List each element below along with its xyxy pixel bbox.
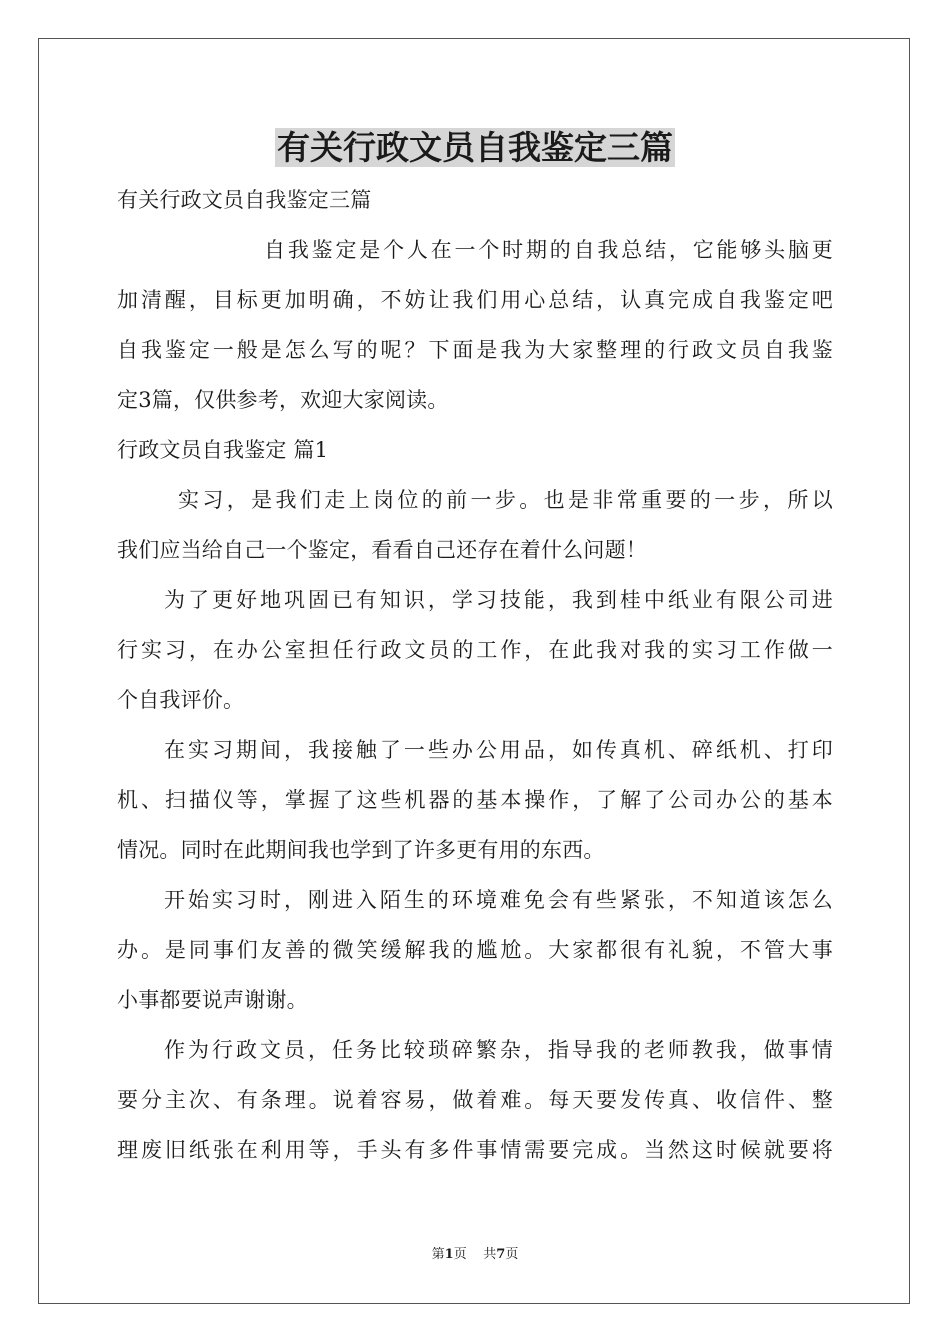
text-line: 有关行政文员自我鉴定三篇 (117, 188, 372, 212)
text-line: 加清醒，目标更加明确，不妨让我们用心总结，认真完成自我鉴定吧 (117, 288, 833, 312)
text-line: 自我鉴定一般是怎么写的呢？下面是我为大家整理的行政文员自我鉴 (117, 338, 833, 362)
text-line: 自我鉴定是个人在一个时期的自我总结，它能够头脑更 (264, 238, 833, 262)
footer-total-prefix: 共 (483, 1247, 497, 1262)
text-line: 定3篇，仅供参考，欢迎大家阅读。 (117, 388, 449, 412)
footer-total-pages: 7 (496, 1247, 506, 1262)
footer-page-suffix: 页 (453, 1247, 467, 1262)
text-line: 开始实习时，刚进入陌生的环境难免会有些紧张，不知道该怎么 (164, 888, 833, 912)
text-line: 在实习期间，我接触了一些办公用品，如传真机、碎纸机、打印 (164, 738, 833, 762)
footer-page-number: 1 (444, 1247, 454, 1262)
text-line: 小事都要说声谢谢。 (117, 988, 308, 1012)
document-title-text: 有关行政文员自我鉴定三篇 (277, 128, 673, 167)
footer-total-suffix: 页 (505, 1247, 519, 1262)
text-line: 机、扫描仪等，掌握了这些机器的基本操作，了解了公司办公的基本 (117, 788, 833, 812)
text-line: 行政文员自我鉴定 篇1 (117, 438, 329, 462)
text-line: 为了更好地巩固已有知识，学习技能，我到桂中纸业有限公司进 (164, 588, 833, 612)
document-title (0, 124, 950, 172)
text-line: 个自我评价。 (117, 688, 245, 712)
text-line: 情况。同时在此期间我也学到了许多更有用的东西。 (117, 838, 605, 862)
text-line: 行实习，在办公室担任行政文员的工作，在此我对我的实习工作做一 (117, 638, 833, 662)
text-line: 作为行政文员，任务比较琐碎繁杂，指导我的老师教我，做事情 (164, 1038, 833, 1062)
text-line: 实习，是我们走上岗位的前一步。也是非常重要的一步，所以 (178, 488, 833, 512)
text-line: 要分主次、有条理。说着容易，做着难。每天要发传真、收信件、整 (117, 1088, 833, 1112)
text-line: 理废旧纸张在利用等，手头有多件事情需要完成。当然这时候就要将 (117, 1138, 833, 1162)
text-line: 办。是同事们友善的微笑缓解我的尴尬。大家都很有礼貌，不管大事 (117, 938, 833, 962)
footer-page-prefix: 第 (431, 1247, 445, 1262)
page-footer (0, 1246, 950, 1264)
text-line: 我们应当给自己一个鉴定，看看自己还存在着什么问题！ (117, 538, 647, 562)
